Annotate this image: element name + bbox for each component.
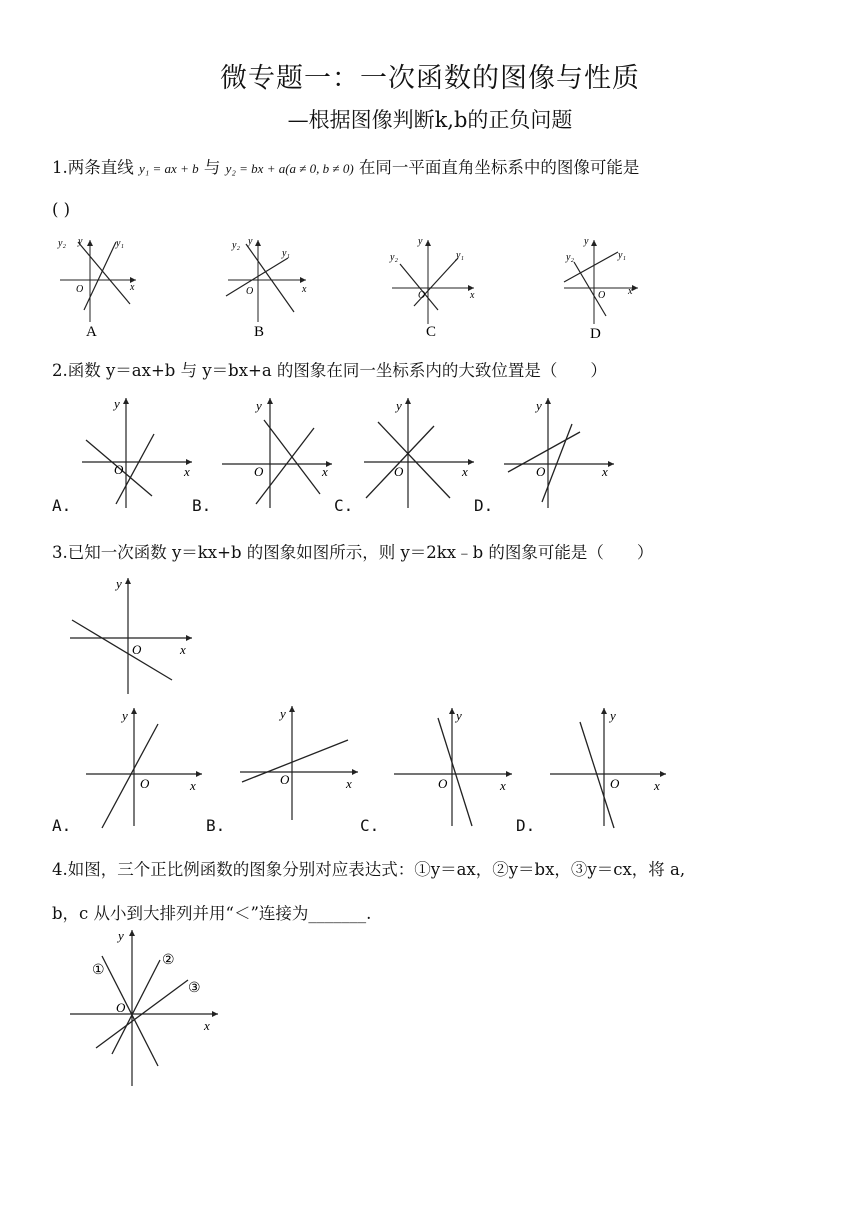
q3g-x-label: x [180,642,186,657]
q2b-y-label: y [256,398,262,413]
q1-option-c: C [426,324,437,340]
q3g-y-label: y [116,576,122,591]
q1-graph-c [386,232,486,342]
q3-option-d: D. [516,816,536,835]
q1a-y2-label: y₂ [58,238,66,249]
q2b-origin: O [254,464,264,479]
q3b-origin: O [280,772,290,787]
q2c-x-label: x [462,464,468,479]
q3-option-b: B. [206,816,226,835]
q3d-y-label: y [610,708,616,723]
question-4-line-1: 4.如图，三个正比例函数的图象分别对应表达式：①y＝ax，②y＝bx，③y＝cx，将 a, [52,860,686,879]
q2d-y-label: y [536,398,542,413]
q1-mid: 与 [203,158,221,177]
q3a-origin: O [140,776,150,791]
q1-graph-a [52,232,152,342]
q3-graph-a [84,702,210,830]
q3c-origin: O [438,776,448,791]
q4-graph [66,926,226,1090]
q4-line-1 [102,956,158,1066]
question-1-stem [52,154,639,178]
q1a-x-label: x [130,282,135,293]
q1d-y-label: y [584,236,589,247]
question-2-stem: 2.函数 y＝ax+b 与 y＝bx+a 的图象在同一坐标系内的大致位置是（ ） [52,361,607,380]
q1-option-b: B [254,324,265,340]
q2a-y-label: y [114,396,120,411]
q4-label-3: ③ [188,981,201,996]
q2-option-a: A. [52,496,72,515]
q4-label-1: ① [92,963,105,978]
q3d-origin: O [610,776,620,791]
question-3-stem: 3.已知一次函数 y＝kx+b 的图象如图所示，则 y＝2kx﹣b 的图象可能是（ ） [52,543,654,562]
q1a-y1-label: y₁ [116,238,124,249]
q1c-x-label: x [470,290,475,301]
q3c-y-label: y [456,708,462,723]
q1-eq2: y₂ = bx + a(a ≠ 0, b ≠ 0) [225,161,354,176]
q1c-y1-label: y₁ [456,250,464,261]
q2-option-b: B. [192,496,212,515]
q1a-y-label: y [78,236,83,247]
q1a-line-y2 [78,242,130,304]
q1b-origin: O [246,286,254,297]
q3g-origin: O [132,642,142,657]
q2-graph-b [220,392,340,512]
q3a-x-label: x [190,778,196,793]
q3-given-graph [68,572,198,698]
q4-label-2: ② [162,953,175,968]
page-title: 微专题一：一次函数的图像与性质 [220,63,640,94]
q1b-x-label: x [302,284,307,295]
q3c-x-label: x [500,778,506,793]
q1-answer-blank: ( ) [52,200,71,219]
q1d-x-label: x [628,286,633,297]
q1-graph-d [558,232,658,342]
q4-x-label: x [204,1018,210,1033]
q3-graph-b [238,702,364,830]
q2-graph-c [362,392,482,512]
q1a-line-y1 [84,242,116,310]
q1d-y1-label: y₁ [618,250,626,261]
q1c-y-label: y [418,236,423,247]
q2a-origin: O [114,462,124,477]
q3d-x-label: x [654,778,660,793]
q2d-x-label: x [602,464,608,479]
q1d-origin: O [598,290,606,301]
q1c-y2-label: y₂ [390,252,398,263]
q4-y-label: y [118,928,124,943]
q2d-origin: O [536,464,546,479]
q1c-origin: O [418,290,426,301]
q2-option-c: C. [334,496,354,515]
q1-prefix: 1.两条直线 [52,158,134,177]
q3-option-a: A. [52,816,72,835]
q1a-origin: O [76,284,84,295]
q3a-y-label: y [122,708,128,723]
q3-graph-d [548,702,674,830]
q1b-y1-label: y₁ [282,248,290,259]
q2-graph-d [502,392,622,512]
q1-suffix: 在同一平面直角坐标系中的图像可能是 [358,158,640,177]
q2-graph-a [80,392,200,512]
q1d-y2-label: y₂ [566,252,574,263]
q4-origin: O [116,1000,126,1015]
q3b-y-label: y [280,706,286,721]
q3b-x-label: x [346,776,352,791]
q2c-origin: O [394,464,404,479]
page-subtitle: —根据图像判断k,b的正负问题 [287,108,573,132]
q1-graph-b [222,232,322,342]
q1b-y-label: y [248,236,253,247]
q2c-y-label: y [396,398,402,413]
q1-option-d: D [590,326,601,342]
q2-option-d: D. [474,496,494,515]
q2b-x-label: x [322,464,328,479]
question-4-line-2: b，c 从小到大排列并用“＜”连接为_______. [52,904,372,923]
q3-graph-c [392,702,518,830]
q2a-x-label: x [184,464,190,479]
q1-eq1: y₁ = ax + b [139,161,199,176]
q3-option-c: C. [360,816,380,835]
q1-option-a: A [86,324,97,340]
q1b-y2-label: y₂ [232,240,240,251]
